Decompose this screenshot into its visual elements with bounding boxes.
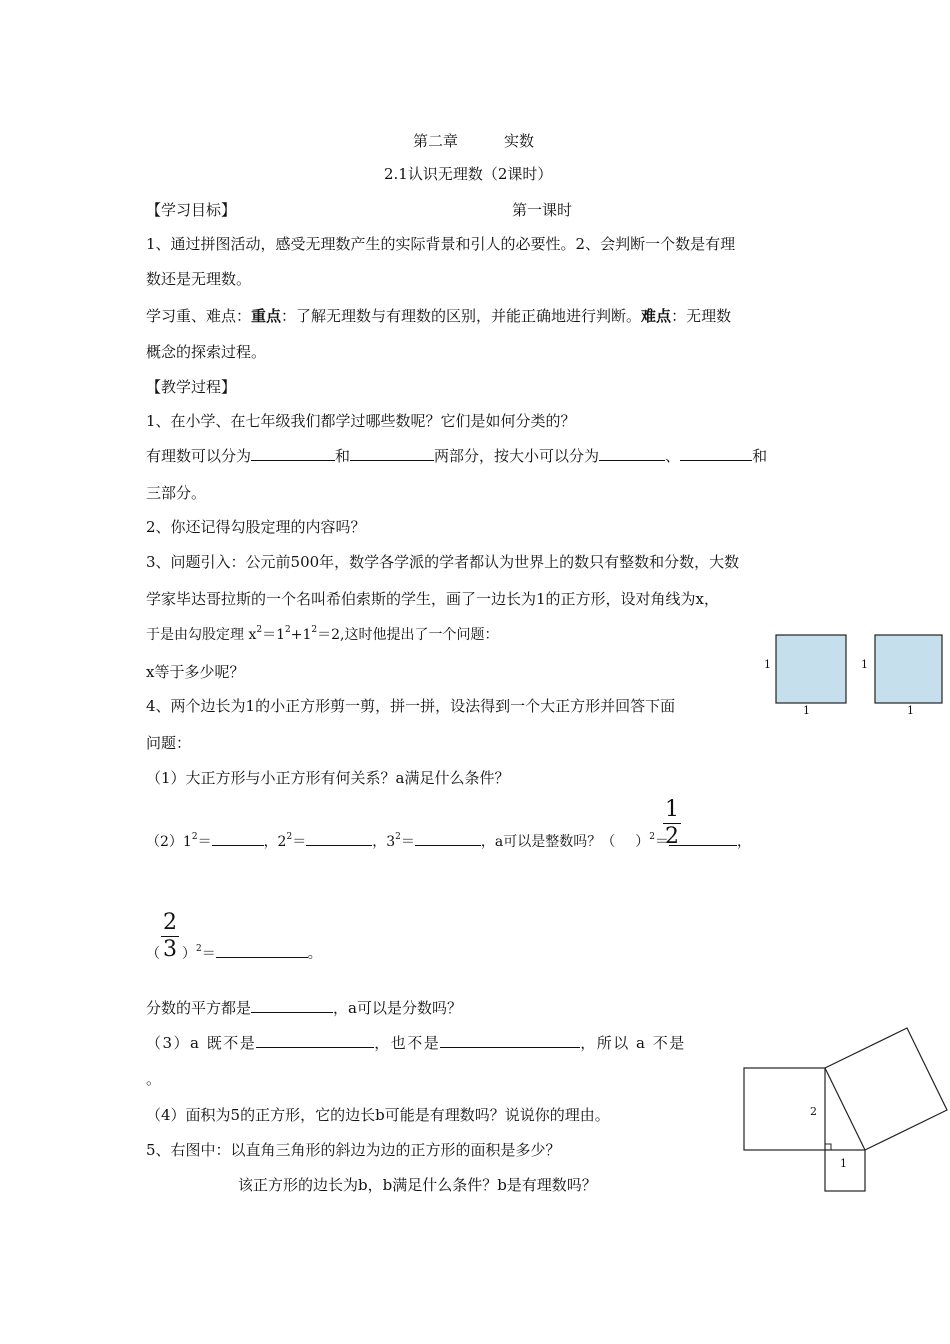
square-side-label: 1 [907,704,914,717]
unit-square-right [875,635,942,703]
question-3-line1: 3、问题引入：公元前500年，数学各学派的学者都认为世界上的数只有整数和分数，大数 [146,553,740,571]
question-1-fill-line: 有理数可以分为 和 两部分，按大小可以分为 、 和 [146,447,768,465]
chapter-heading [413,130,534,151]
square-side-label: 1 [861,658,868,671]
pythagoras-figure [740,1022,950,1197]
question-4-fraction-line: 分数的平方都是 ，a可以是分数吗？ [146,999,462,1017]
question-4-part1: （1）大正方形与小正方形有何关系？a满足什么条件？ [146,769,510,787]
answer-blank[interactable] [251,998,333,1013]
leg-label-short: 1 [840,1157,847,1170]
objectives-line2: 数还是无理数。 [146,270,252,288]
question-1: 1、在小学、在七年级我们都学过哪些数呢？它们是如何分类的？ [146,412,576,430]
leg-label-long: 2 [810,1105,817,1118]
answer-blank[interactable] [216,943,308,958]
answer-blank[interactable] [256,1033,374,1048]
question-4-line2: 问题： [146,734,192,752]
objectives-heading: 【学习目标】 [146,201,237,219]
question-4-part3: （3）a 既不是 ，也不是 ，所以 a 不是 [146,1034,686,1052]
square-side-label: 1 [764,658,771,671]
question-1-line3: 三部分。 [146,484,207,502]
question-4-part3-end: 。 [146,1070,162,1088]
focus-text: ：了解无理数与有理数的区别，并能正确地进行判断。 [281,307,642,325]
answer-blank[interactable] [440,1033,580,1048]
chapter-title: 实数 [504,132,535,150]
unit-square-left [776,635,846,703]
focus-label: 重点 [251,307,282,325]
question-3-line4: x等于多少呢？ [146,663,245,681]
question-2: 2、你还记得勾股定理的内容吗？ [146,518,366,536]
key-points-line2: 概念的探索过程。 [146,343,267,361]
question-3-line3: 于是由勾股定理 $x^2=1^2+1^2=2$,这时他提出了一个问题： [146,625,499,643]
lesson-label: 第一课时 [512,201,573,219]
section-title: 2.1认识无理数（2课时） [384,165,553,183]
key-points-prefix: 学习重、难点： [146,307,252,325]
answer-blank[interactable] [212,831,264,846]
answer-blank[interactable] [415,831,481,846]
process-heading: 【教学过程】 [146,378,237,396]
key-points-line1 [146,305,731,326]
question-5-line1: 5、右图中：以直角三角形的斜边为边的正方形的面积是多少？ [146,1141,561,1159]
right-angle-mark [825,1144,831,1150]
difficulty-text: ：无理数 [671,307,732,325]
question-4-part4: （4）面积为5的正方形，它的边长b可能是有理数吗？说说你的理由。 [146,1106,610,1124]
question-4-line1: 4、两个边长为1的小正方形剪一剪，拼一拼，设法得到一个大正方形并回答下面 [146,697,676,715]
unit-squares-figure [758,628,948,720]
answer-blank[interactable] [680,446,752,461]
question-3-line2: 学家毕达哥拉斯的一个名叫希伯索斯的学生，画了一边长为1的正方形，设对角线为x， [146,590,720,608]
fraction-two-thirds: 2 3 [163,910,177,962]
chapter-number: 第二章 [413,132,459,150]
answer-blank[interactable] [599,446,665,461]
square-on-hypotenuse [825,1028,947,1150]
answer-blank[interactable] [350,446,434,461]
question-4-part2: $(2)1^2=$ ，$2^2=$ ，$3^2=$ ，a可以是整数吗？（ ）$^2$＝ ， [146,832,751,850]
square-side-label: 1 [803,704,810,717]
difficulty-label: 难点 [641,307,672,325]
question-4-part2-continued: （ ）$^2$＝ 。 [146,944,322,962]
answer-blank[interactable] [251,446,335,461]
question-5-line2: 该正方形的边长为b，b满足什么条件？b是有理数吗？ [238,1176,597,1194]
answer-blank[interactable] [306,831,372,846]
fraction-one-half: 1 2 [665,797,679,849]
objectives-line1: 1、通过拼图活动，感受无理数产生的实际背景和引人的必要性。2、会判断一个数是有理 [146,235,736,253]
